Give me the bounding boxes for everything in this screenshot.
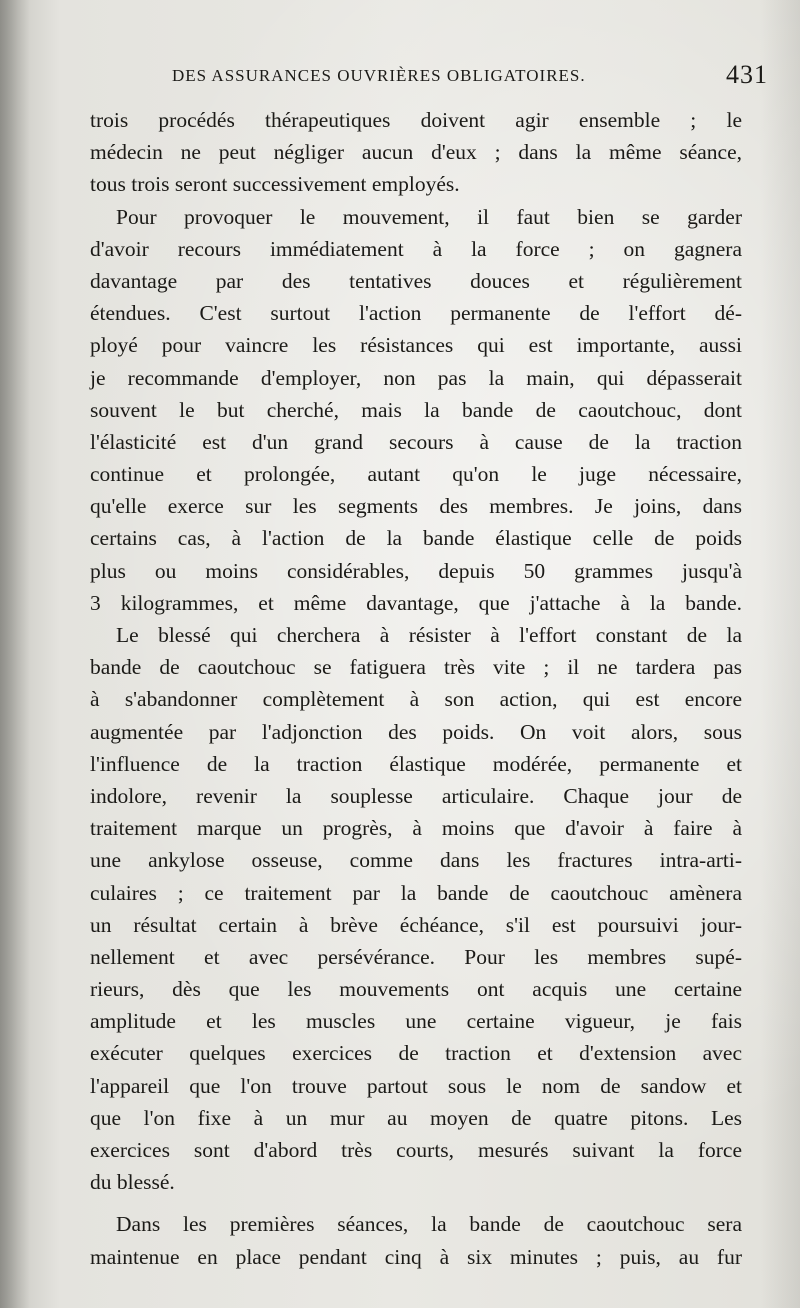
text-line: Le blessé qui cherchera à résister à l'effort constant de la xyxy=(116,623,742,647)
text-line: rieurs, dès que les mouvements ont acquis une certaine xyxy=(90,977,742,1002)
text-line: plus ou moins considérables, depuis 50 grammes jusqu'à xyxy=(90,558,742,583)
text-line: trois procédés thérapeutiques doivent agir ensemble ; le xyxy=(90,108,742,132)
text-line: augmentée par l'adjonction des poids. On voit alors, sous xyxy=(90,719,742,744)
text-line: certains cas, à l'action de la bande élastique celle de poids xyxy=(90,526,742,551)
text-line: davantage par des tentatives douces et régulièrement xyxy=(90,268,742,293)
text-line: exécuter quelques exercices de traction et d'extension avec xyxy=(90,1041,742,1066)
body-text xyxy=(90,104,742,1273)
page-header xyxy=(172,60,768,96)
text-line: continue et prolongée, autant qu'on le juge nécessaire, xyxy=(90,462,742,487)
text-line: que l'on fixe à un mur au moyen de quatre pitons. Les xyxy=(90,1105,742,1130)
text-line: à s'abandonner complètement à son action, qui est encore xyxy=(90,687,742,712)
text-line: d'avoir recours immédiatement à la force ; on gagnera xyxy=(90,236,742,261)
paragraph-gap xyxy=(90,1198,742,1208)
text-line: du blessé. xyxy=(90,1170,175,1195)
page-number: 431 xyxy=(726,60,768,89)
text-line: Dans les premières séances, la bande de caoutchouc sera xyxy=(116,1212,742,1237)
text-line: l'appareil que l'on trouve partout sous le nom de sandow et xyxy=(90,1073,742,1098)
text-line: culaires ; ce traitement par la bande de caoutchouc amènera xyxy=(90,880,742,905)
text-line: Pour provoquer le mouvement, il faut bien se garder xyxy=(116,204,742,229)
text-line: un résultat certain à brève échéance, s'il est poursuivi jour- xyxy=(90,912,742,937)
text-line: amplitude et les muscles une certaine vigueur, je fais xyxy=(90,1009,742,1034)
text-line: tous trois seront successivement employés. xyxy=(90,172,460,197)
running-title: DES ASSURANCES OUVRIÈRES OBLIGATOIRES. xyxy=(172,66,586,85)
text-line: l'élasticité est d'un grand secours à cause de la traction xyxy=(90,429,742,454)
text-line: l'influence de la traction élastique modérée, permanente et xyxy=(90,751,742,776)
text-line: étendues. C'est surtout l'action permanente de l'effort dé- xyxy=(90,301,742,326)
text-line: 3 kilogrammes, et même davantage, que j'attache à la bande. xyxy=(90,590,742,615)
text-line: indolore, revenir la souplesse articulaire. Chaque jour de xyxy=(90,783,742,808)
text-line: je recommande d'employer, non pas la main, qui dépasserait xyxy=(90,365,742,390)
text-line: bande de caoutchouc se fatiguera très vite ; il ne tardera pas xyxy=(90,655,742,680)
text-line: ployé pour vaincre les résistances qui est importante, aussi xyxy=(90,333,742,358)
text-line: souvent le but cherché, mais la bande de caoutchouc, dont xyxy=(90,397,742,422)
text-line: traitement marque un progrès, à moins que d'avoir à faire à xyxy=(90,816,742,841)
text-line: exercices sont d'abord très courts, mesurés suivant la force xyxy=(90,1138,742,1162)
text-line: une ankylose osseuse, comme dans les fractures intra-arti- xyxy=(90,848,742,873)
text-line: nellement et avec persévérance. Pour les membres supé- xyxy=(90,944,742,969)
text-line: médecin ne peut négliger aucun d'eux ; dans la même séance, xyxy=(90,140,742,165)
text-line: qu'elle exerce sur les segments des membres. Je joins, dans xyxy=(90,494,742,519)
text-line: maintenue en place pendant cinq à six minutes ; puis, au fur xyxy=(90,1244,742,1269)
